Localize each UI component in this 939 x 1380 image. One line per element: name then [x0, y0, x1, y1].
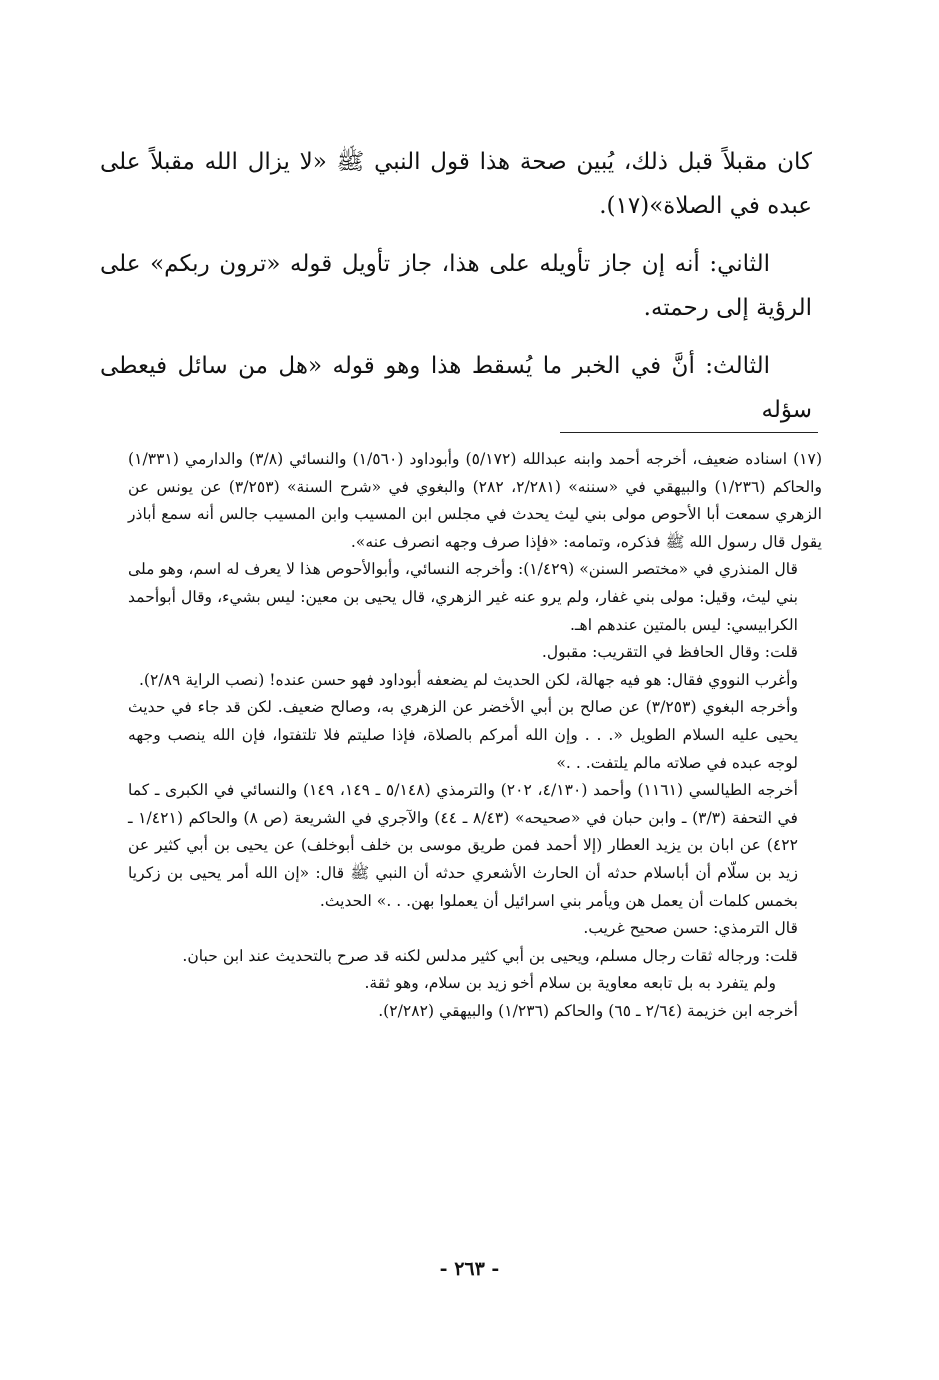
footnotes-section — [128, 446, 822, 1025]
page-number: - ٢٦٣ - — [439, 1258, 500, 1280]
main-paragraph-2: الثاني: أنه إن جاز تأويله على هذا، جاز تأويل قوله «ترون ربكم» على الرؤية إلى رحمته. — [100, 251, 812, 321]
footnote-paragraph: أخرجه ابن خزيمة (٢/٦٤ ـ ٦٥) والحاكم (١/٢٣٦) والبيهقي (٢/٢٨٢). — [378, 1001, 798, 1020]
footnote-paragraph: قلت: ورجاله ثقات رجال مسلم، ويحيى بن أبي كثير مدلس لكنه قد صرح بالتحديث عند ابن حبان. — [182, 946, 798, 965]
footnote-paragraph: قال المنذري في «مختصر السنن» (١/٤٢٩): وأخرجه النسائي، وأبوالأحوص هذا لا يعرف له اسم، وهو ملى بني ليث، وقيل: مولى بني غفار، ولم يرو عنه غير الزهري، قال يحيى بن معين: ليس بشيء، وقال أبوأحمد الكرابيسي: ليس بالمتين عندهم اهـ. — [128, 560, 799, 634]
footnote-paragraph: أخرجه الطيالسي (١١٦١) وأحمد (٤/١٣٠، ٢٠٢) والترمذي (٥/١٤٨ ـ ١٤٩، ١٤٩) والنسائي في الكبرى ـ كما في التحفة (٣/٣) ـ وابن حبان في «صحيحه» (٨/٤٣ ـ ٤٤) والآجري في الشريعة (ص ٨) والحاكم (١/٤٢١ ـ ٤٢٢) عن ابان بن يزيد العطار (إلا أحمد فمن طريق موسى بن خلف أبوخلف) عن يحيى بن أبي كثير عن زيد بن سلّام أن أباسلام حدثه أن الحارث الأشعري حدثه أن النبي ﷺ قال: «إن الله أمر يحيى بن زكريا بخمس كلمات أن يعمل هن ويأمر بني اسرائيل أن يعملوا بهن. . .» الحديث. — [128, 781, 798, 910]
footnote-paragraph: وأخرجه البغوي (٣/٢٥٣) عن صالح بن أبي الأخضر عن الزهري به، وصالح ضعيف. لكن قد جاء في حديث يحيى عليه السلام الطويل «. . . وإن الله أمركم بالصلاة، فإذا صليتم فلا تلتفتوا، فإن الله ينصب وجهه لوجه عبده في صلاته مالم يلتفت. . .» — [128, 698, 798, 772]
footnote-paragraph: قال الترمذي: حسن صحيح غريب. — [583, 919, 798, 938]
main-paragraph-3: الثالث: أنَّ في الخبر ما يُسقط هذا وهو قوله «هل من سائل فيعطى سؤله — [100, 353, 812, 423]
footnote-17: (١٧) اسناده ضعيف، أخرجه أحمد وابنه عبدالله (٥/١٧٢) وأبوداود (١/٥٦٠) والنسائي (٣/٨) والدارمي (١/٣٣١) والحاكم (١/٢٣٦) والبيهقي في «سننه» (٢/٢٨١، ٢٨٢) والبغوي في «شرح السنة» (٣/٢٥٣) عن يونس عن الزهري سمعت أبا الأحوص مولى بني ليث يحدث في مجلس ابن المسيب وابن المسيب جالس أنه سمع أباذر يقول قال رسول الله ﷺ فذكره، وتمامه: «فإذا صرف وجهه انصرف عنه». — [128, 450, 823, 551]
main-text-body — [100, 140, 812, 446]
footnote-paragraph: وأغرب النووي فقال: هو فيه جهالة، لكن الحديث لم يضعفه أبوداود فهو حسن عنده! (نصب الراية ٢/٨٩). — [138, 670, 798, 689]
main-paragraph-1: كان مقبلاً قبل ذلك، يُبين صحة هذا قول النبي ﷺ «لا يزال الله مقبلاً على عبده في الصلاة»(١٧). — [100, 149, 812, 219]
footnote-separator-line — [560, 432, 818, 433]
footnote-paragraph: ولم يتفرد به بل تابعه معاوية بن سلام أخو زيد بن سلام، وهو ثقة. — [364, 974, 776, 993]
footnote-paragraph: قلت: وقال الحافظ في التقريب: مقبول. — [541, 643, 798, 662]
